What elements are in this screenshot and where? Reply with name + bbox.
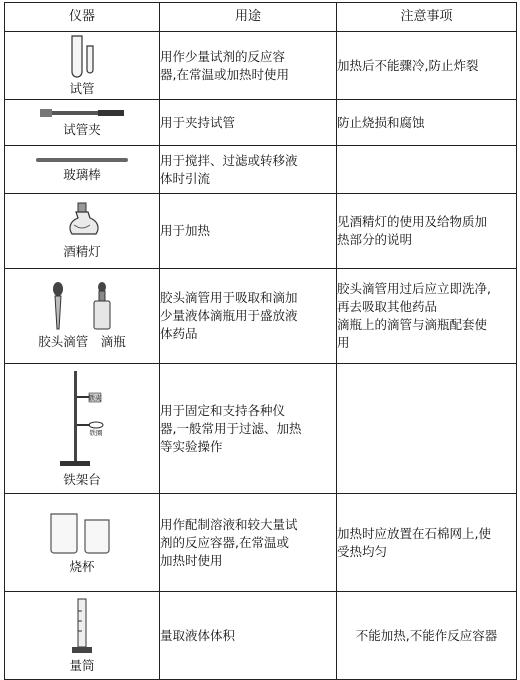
header-instrument: 仪器 (5, 3, 160, 32)
iron-clamp-label: 铁夹 (88, 393, 102, 402)
usage-line: 用作少量试剂的反应容 (160, 48, 286, 64)
usage-line: 少量液体滴瓶用于盛放液 (160, 308, 298, 323)
notes-line: 受热均匀 (337, 543, 388, 559)
dropping-bottle-icon (91, 281, 113, 331)
usage-cell (160, 269, 337, 364)
instrument-name: 烧杯 (69, 558, 95, 574)
notes-line: 滴瓶上的滴管与滴瓶配套使 (337, 317, 488, 332)
usage-line: 量取液体体积 (160, 627, 236, 643)
usage-line: 用作配制溶液和较大量试 (160, 516, 298, 532)
instrument-name: 酒精灯 (63, 244, 101, 259)
usage-line: 器,在常温或加热时使用 (160, 66, 289, 82)
instrument-cell (5, 494, 160, 592)
alcohol-lamp-icon (62, 201, 102, 241)
table-row (5, 194, 517, 269)
dropper-icon (51, 281, 65, 331)
instrument-name: 试管 (69, 80, 95, 96)
notes-cell (337, 32, 517, 100)
usage-cell (160, 194, 337, 269)
usage-line: 用于夹持试管 (160, 114, 236, 130)
beaker-icon (47, 510, 117, 556)
instrument-cell (5, 146, 160, 194)
iron-ring-label: 铁圈 (89, 428, 103, 437)
instrument-cell (5, 194, 160, 269)
notes-line: 防止烧损和腐蚀 (337, 114, 425, 130)
notes-cell (337, 194, 517, 269)
notes-cell (337, 100, 517, 146)
instrument-name: 铁架台 (63, 471, 101, 487)
usage-line: 体药品 (160, 326, 198, 341)
header-notes: 注意事项 (337, 3, 517, 32)
table-row (5, 592, 517, 680)
instrument-name: 量筒 (69, 657, 95, 673)
usage-cell (160, 494, 337, 592)
notes-line: 加热后不能骤冷,防止炸裂 (337, 57, 479, 73)
glass-rod-icon (34, 156, 130, 164)
instrument-table (4, 2, 517, 680)
instrument-name: 试管夹 (63, 121, 101, 137)
usage-cell (160, 32, 337, 100)
graduated-cylinder-icon (70, 597, 94, 655)
usage-cell (160, 364, 337, 494)
usage-line: 器,一般常用于过滤、加热 (160, 420, 302, 436)
table-row (5, 32, 517, 100)
instrument-cell (5, 592, 160, 680)
usage-cell (160, 146, 337, 194)
table-row (5, 100, 517, 146)
notes-line: 用 (337, 335, 350, 350)
iron-stand-icon (52, 369, 112, 469)
usage-cell (160, 592, 337, 680)
notes-line: 加热时应放置在石棉网上,使 (337, 525, 491, 541)
test-tube-clamp-icon (38, 107, 126, 119)
notes-line: 不能加热,不能作反应容器 (355, 627, 498, 643)
table-row (5, 146, 517, 194)
notes-cell (337, 364, 517, 494)
table-row (5, 364, 517, 494)
table-row (5, 494, 517, 592)
instrument-cell (5, 100, 160, 146)
usage-line: 胶头滴管用于吸取和滴加 (160, 290, 298, 305)
notes-line: 胶头滴管用过后应立即洗净, (337, 281, 491, 296)
usage-line: 剂的反应容器,在常温或 (160, 534, 289, 550)
instrument-cell (5, 364, 160, 494)
notes-cell (337, 494, 517, 592)
test-tube-icon (62, 34, 102, 78)
notes-line: 再去吸取其他药品 (337, 299, 438, 314)
header-usage: 用途 (160, 3, 337, 32)
instrument-name: 玻璃棒 (63, 166, 101, 182)
table-row (5, 269, 517, 364)
notes-cell (337, 269, 517, 364)
notes-line: 见酒精灯的使用及给物质加 (337, 214, 488, 229)
instrument-cell (5, 32, 160, 100)
usage-line: 用于固定和支持各种仪 (160, 402, 286, 418)
notes-cell (337, 146, 517, 194)
header-row (5, 3, 517, 32)
usage-line: 用于加热 (160, 223, 211, 238)
usage-line: 加热时使用 (160, 552, 223, 568)
usage-line: 体时引流 (160, 170, 211, 186)
instrument-cell (5, 269, 160, 364)
usage-line: 用于搅拌、过滤或转移液 (160, 152, 298, 168)
instrument-name: 胶头滴管 滴瓶 (38, 334, 126, 349)
usage-cell (160, 100, 337, 146)
notes-cell (337, 592, 517, 680)
usage-line: 等实验操作 (160, 438, 223, 454)
notes-line: 热部分的说明 (337, 232, 413, 247)
